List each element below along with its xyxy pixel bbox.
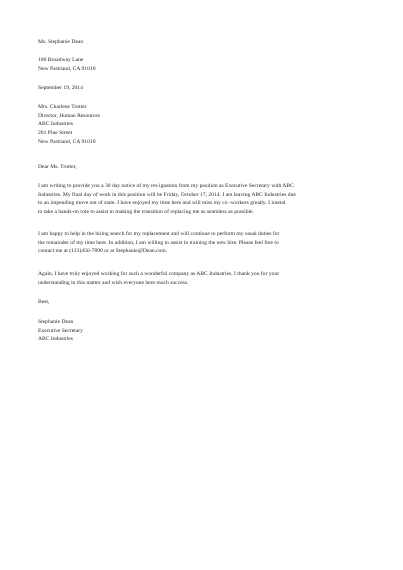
signature-block (38, 318, 378, 344)
signature-name: Stephanie Dean (38, 319, 74, 325)
paragraph-line: Industries. My final day of work in this position will be Friday, October 17, 2014. I am leaving ABC Industries due (38, 191, 296, 198)
recipient-title: Director, Human Resources (38, 112, 101, 119)
paragraph-line: understanding in this matter and wish everyone here much success. (38, 279, 189, 286)
paragraph-line: I am happy to help in the hiring search for my replacement and will continue to perform my usual duties for (38, 231, 280, 237)
paragraph-transition (38, 230, 378, 256)
letter-date: September 19, 2014 (38, 85, 83, 91)
paragraph-line: to take a hands-on role to assist in making the transition of replacing me as seamless as possible. (38, 209, 254, 216)
recipient-address (38, 103, 378, 147)
closing-block (38, 298, 378, 307)
sender-name: Ms. Stephanie Dean (38, 39, 84, 45)
sender-street-block (38, 56, 378, 73)
paragraph-line: I am writing to provide you a 30 day notice of my res ignation from my position as Executive Secretary with ABC (38, 183, 294, 189)
paragraph-line: to an impending move out of state. I have enjoyed my time here and will miss my co -workers greatly. I intend (38, 200, 286, 207)
signature-title: Executive Secretary (38, 327, 83, 334)
sender-address-line2: New Parkland, CA 91010 (38, 65, 96, 72)
sender-address-line1: 100 Broadway Lane (38, 57, 84, 63)
paragraph-notice (38, 182, 378, 217)
recipient-address-line2: New Parkland, CA 91010 (38, 138, 96, 145)
salutation: Dear Ms. Trotter, (38, 164, 77, 170)
paragraph-line: the remainder of my time here. In addition, I am willing to assist in training the new hire. Please feel free to (38, 239, 279, 246)
recipient-company: ABC Industries (38, 121, 73, 128)
recipient-name: Mrs. Charlene Trotter (38, 104, 87, 110)
recipient-address-line1: 201 Pine Street (38, 130, 73, 137)
signature-company: ABC Industries (38, 336, 73, 343)
paragraph-thanks (38, 270, 378, 287)
letter-date-block (38, 84, 378, 93)
paragraph-line: Again, I have truly enjoyed working for such a wonderful company as ABC Industries. I thank you for your (38, 271, 280, 277)
closing: Best, (38, 299, 50, 305)
salutation-block (38, 163, 378, 172)
paragraph-line: contact me at (123)456-7890 or at Stephanie@Dean.com. (38, 248, 168, 255)
sender-address (38, 38, 378, 47)
